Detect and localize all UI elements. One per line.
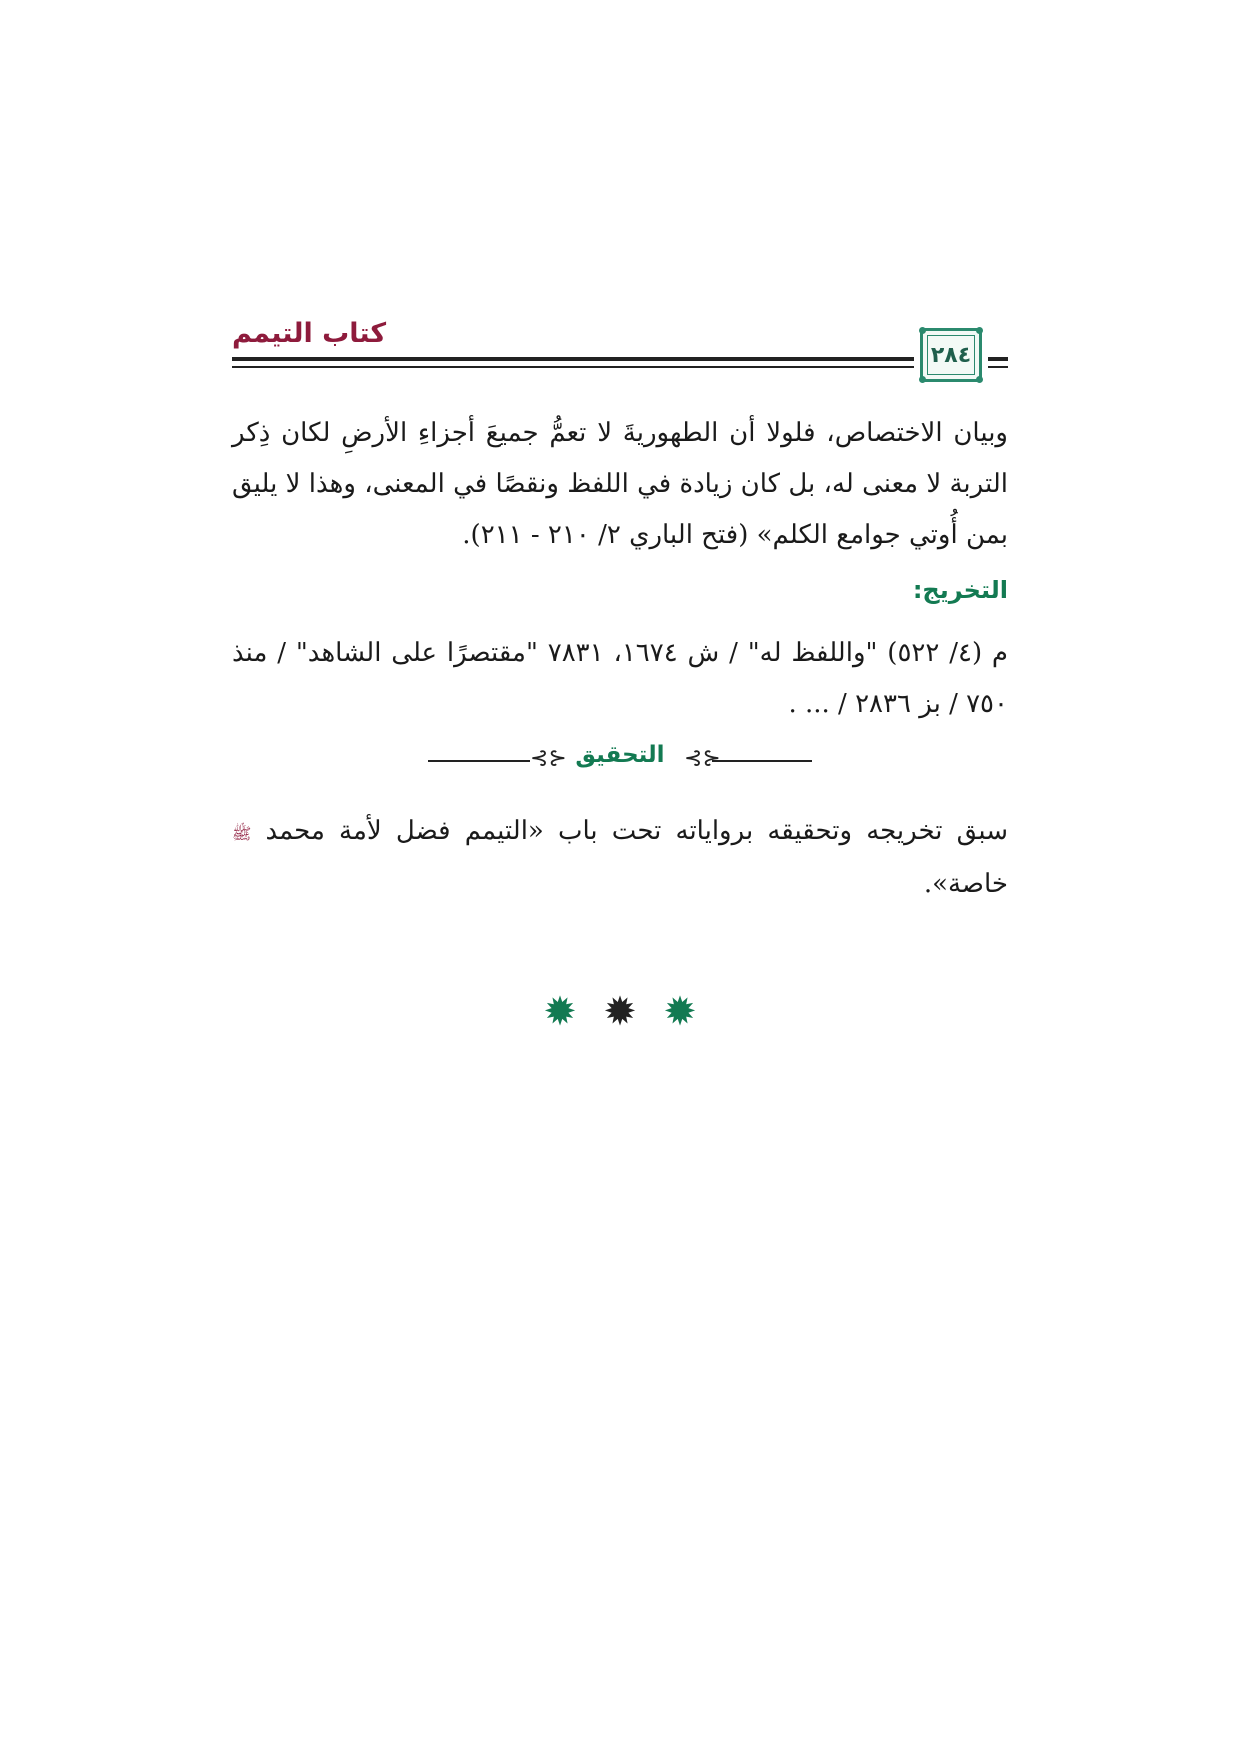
page-number: ٢٨٤ — [930, 342, 972, 368]
tahqiq-text: سبق تخريجه وتحقيقه برواياته تحت باب «التيمم فضل لأمة محمد — [265, 816, 1008, 846]
divider-ornament-left: ⊰⊱ — [530, 746, 567, 771]
tahqiq-paragraph — [232, 806, 1008, 910]
divider-ornament-right: ⊰⊱ — [684, 746, 721, 771]
header-rule-lower — [232, 366, 914, 368]
header-rule-upper-end — [988, 357, 1008, 361]
star-ornament-icon: ✹ — [543, 989, 577, 1035]
tahqiq-text-end: خاصة». — [923, 869, 1008, 899]
salla-glyph: ﷺ — [232, 824, 252, 843]
page-number-frame — [920, 328, 982, 382]
closing-ornament — [530, 989, 710, 1042]
star-ornament-icon: ✹ — [603, 989, 637, 1035]
body-paragraph: وبيان الاختصاص، فلولا أن الطهوريةَ لا تعمُّ جميعَ أجزاءِ الأرضِ لكان ذِكر التربة لا معنى له، بل كان زيادة في اللفظ ونقصًا في المعنى، وهذا لا يليق بمن أُوتي جوامع الكلم» (فتح الباري ٢/ ٢١٠ - ٢١١). — [232, 418, 1008, 550]
section-divider — [428, 740, 812, 780]
running-title: كتاب التيمم — [232, 318, 387, 349]
header-rule-upper — [232, 357, 914, 361]
header-rule-lower-end — [988, 366, 1008, 368]
takhrij-text: م (٤/ ٥٢٢) "واللفظ له" / ش ١٦٧٤، ٧٨٣١ "مقتصرًا على الشاهد" / منذ ٧٥٠ / بز ٢٨٣٦ / ... . — [232, 638, 1009, 719]
takhrij-heading: التخريج: — [912, 576, 1008, 604]
star-ornament-icon: ✹ — [663, 989, 697, 1035]
tahqiq-heading: التحقيق — [575, 742, 665, 768]
